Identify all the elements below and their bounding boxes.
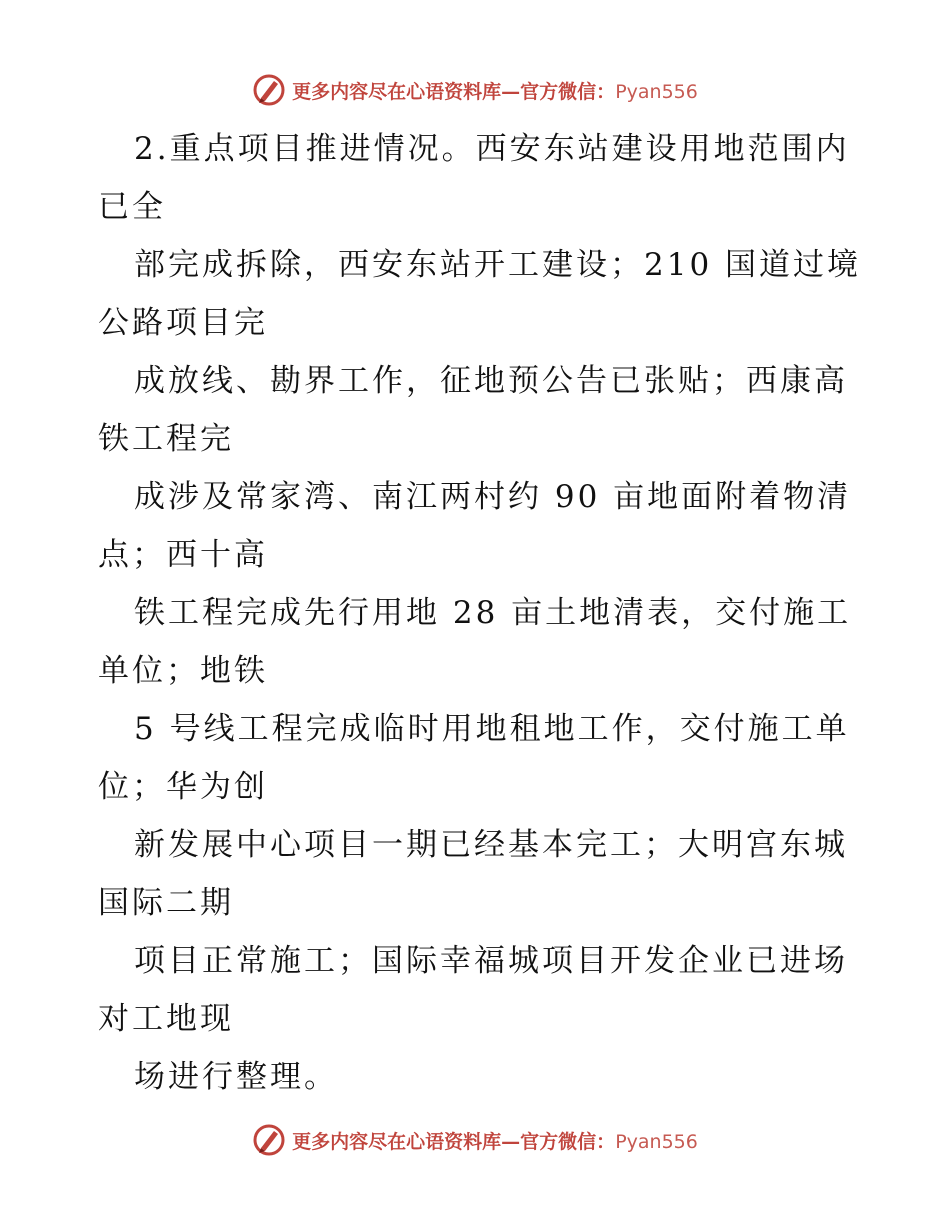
paragraph-line: 对工地现 — [98, 1001, 234, 1037]
paragraph-line: 成放线、勘界工作，征地预公告已张贴；西康高 — [134, 363, 848, 399]
paragraph-line: 已全 — [98, 189, 166, 225]
footer-banner-text: 更多内容尽在心语资料库—官方微信：Pyan556 — [292, 1130, 698, 1153]
paragraph-line: 成涉及常家湾、南江两村约 90 亩地面附着物清 — [134, 479, 852, 515]
paragraph-line: 项目正常施工；国际幸福城项目开发企业已进场 — [134, 943, 848, 979]
paragraph-line: 场进行整理。 — [134, 1059, 338, 1095]
pen-logo-icon — [252, 1123, 286, 1157]
footer-banner — [0, 1120, 950, 1160]
paragraph-line: 点；西十高 — [98, 537, 268, 573]
pen-logo-icon — [252, 73, 286, 107]
paragraph-line: 位；华为创 — [98, 769, 268, 805]
header-banner — [0, 70, 950, 110]
paragraph-line: 铁工程完 — [98, 421, 234, 457]
document-body — [98, 120, 862, 1106]
paragraph-line: 国际二期 — [98, 885, 234, 921]
paragraph-line: 新发展中心项目一期已经基本完工；大明宫东城 — [134, 827, 848, 863]
paragraph-line: 部完成拆除，西安东站开工建设；210 国道过境 — [134, 247, 862, 283]
paragraph-line: 2.重点项目推进情况。西安东站建设用地范围内 — [134, 131, 850, 167]
paragraph-line: 公路项目完 — [98, 305, 268, 341]
paragraph-line: 单位；地铁 — [98, 653, 268, 689]
paragraph-line: 铁工程完成先行用地 28 亩土地清表，交付施工 — [134, 595, 852, 631]
paragraph-line: 5 号线工程完成临时用地租地工作，交付施工单 — [134, 711, 850, 747]
header-banner-text: 更多内容尽在心语资料库—官方微信：Pyan556 — [292, 80, 698, 103]
